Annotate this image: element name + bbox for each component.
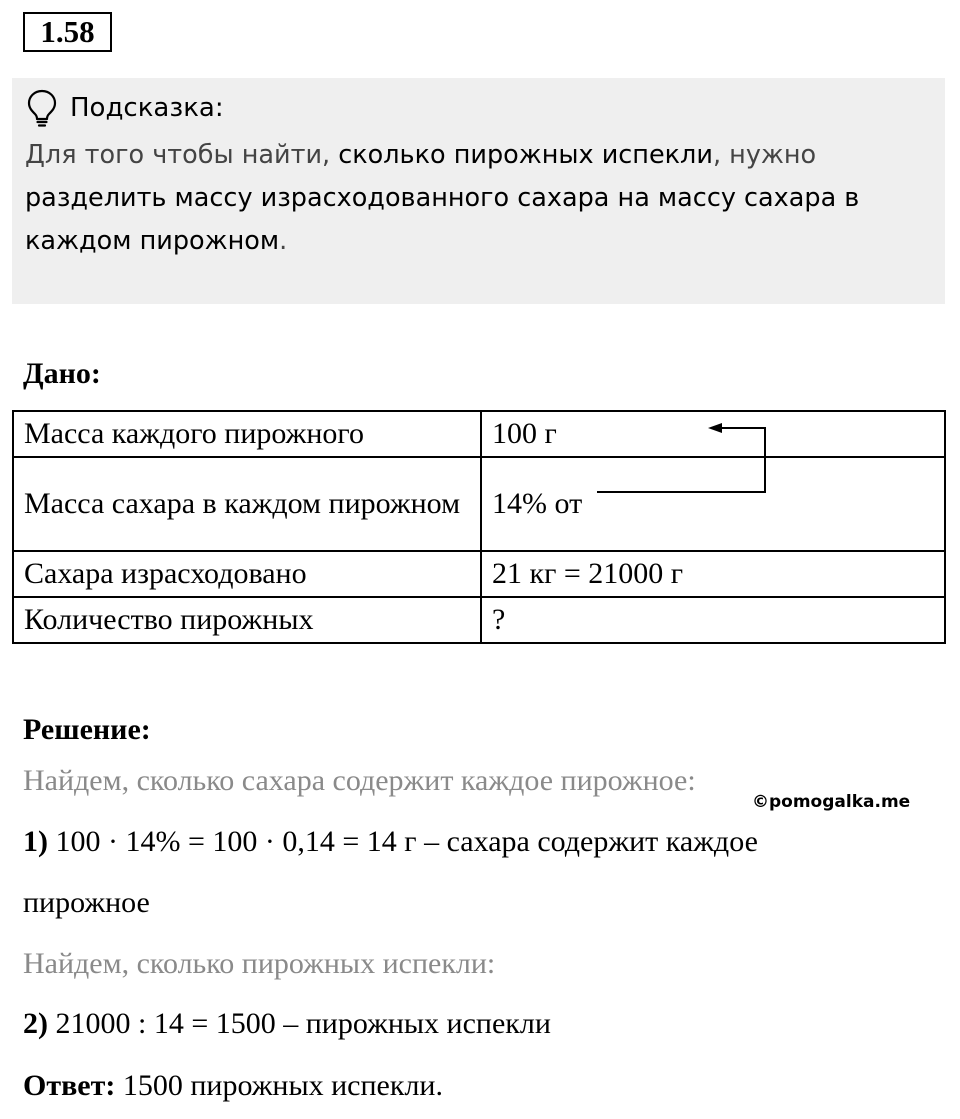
table-cell-label: Сахара израсходовано — [13, 551, 481, 597]
step1-line — [23, 822, 758, 862]
table-cell-value: ? — [481, 597, 945, 643]
table-cell-value: 100 г — [481, 411, 945, 457]
table-row — [13, 457, 945, 551]
reference-arrow — [560, 410, 800, 530]
hint-text: Для того чтобы найти, сколько пирожных испекли, нужно разделить массу израсходованного сахара на массу сахара в каждом пирожном. — [25, 140, 860, 256]
table-cell-label: Масса сахара в каждом пирожном — [13, 457, 481, 551]
table-cell-value: 21 кг = 21000 г — [481, 551, 945, 597]
step2-line — [23, 1004, 551, 1044]
answer-label: Ответ: — [23, 1069, 116, 1102]
table-row — [13, 551, 945, 597]
table-cell-label: Количество пирожных — [13, 597, 481, 643]
hint-box — [12, 78, 945, 304]
table-cell-value: 14% от — [481, 457, 945, 551]
problem-number: 1.58 — [23, 12, 112, 52]
hint-title: Подсказка: — [70, 93, 224, 123]
table-row — [13, 411, 945, 457]
table-row — [13, 597, 945, 643]
step2-number: 2) — [23, 1007, 48, 1040]
given-table — [12, 410, 946, 644]
step2-intro: Найдем, сколько пирожных испекли: — [23, 947, 496, 980]
solution-title: Решение: — [23, 713, 151, 746]
answer-text: 1500 пирожных испекли. — [115, 1069, 443, 1102]
watermark: ©pomogalka.me — [752, 792, 911, 812]
lightbulb-icon — [26, 88, 58, 128]
step1-continuation: пирожное — [23, 886, 150, 919]
answer-line — [23, 1066, 443, 1106]
step1-number: 1) — [23, 825, 48, 858]
step1-text: 100 · 14% = 100 · 0,14 = 14 г – сахара содержит каждое — [48, 825, 758, 858]
given-title: Дано: — [23, 357, 101, 390]
step1-intro: Найдем, сколько сахара содержит каждое пирожное: — [23, 764, 696, 797]
table-cell-label: Масса каждого пирожного — [13, 411, 481, 457]
step2-text: 21000 : 14 = 1500 – пирожных испекли — [48, 1007, 551, 1040]
